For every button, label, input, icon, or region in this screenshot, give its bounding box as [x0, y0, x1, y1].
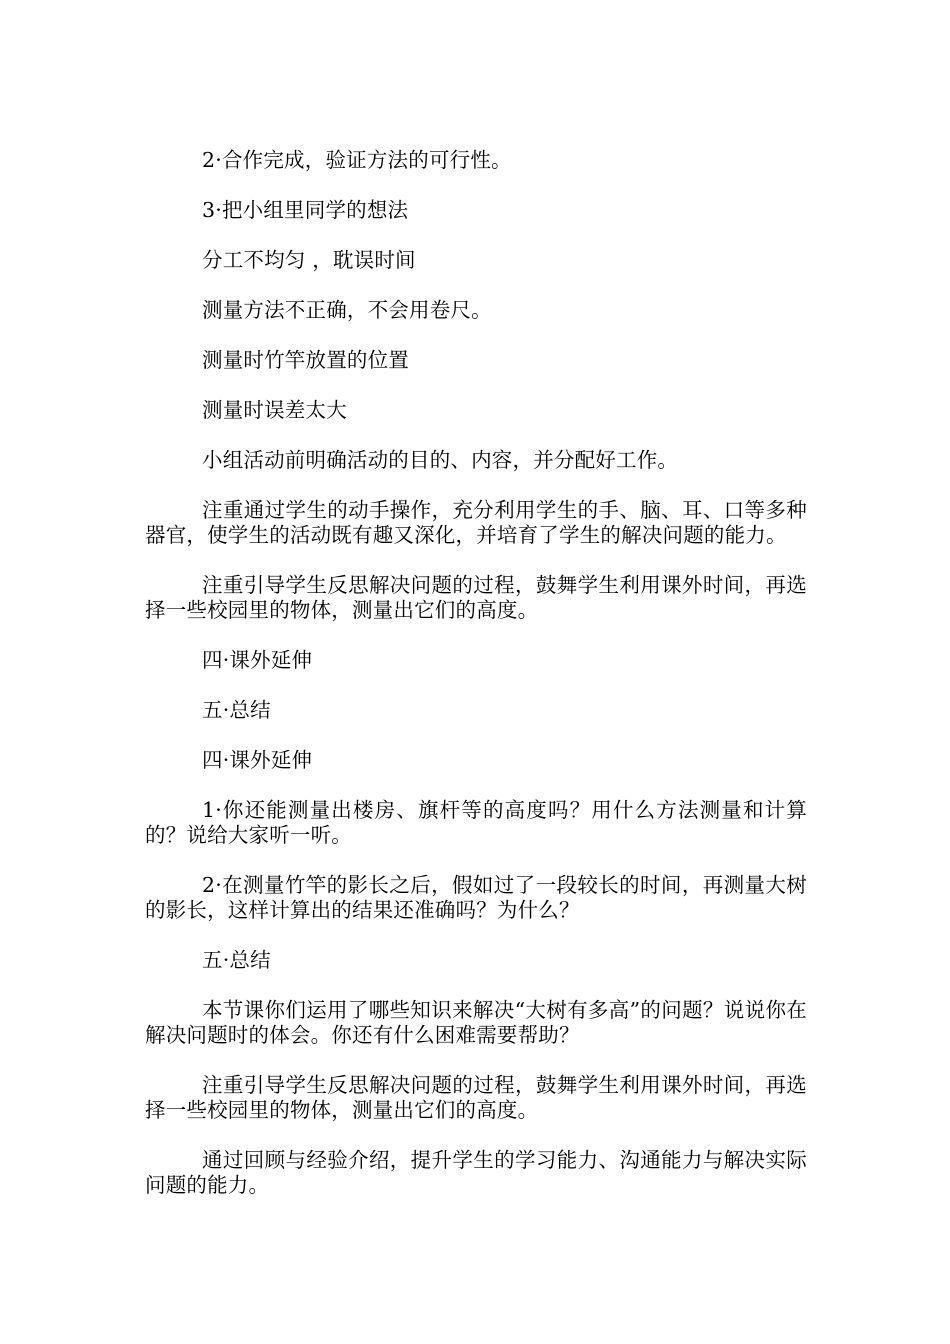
- section-heading-summary: 五·总结: [202, 698, 271, 722]
- section-heading-summary-2: 五·总结: [202, 948, 271, 972]
- document-page: [145, 138, 807, 1198]
- paragraph-14: 2·在测量竹竿的影长之后，假如过了一段较长的时间，再测量大树的影长，这样计算出的结果还准确吗？为什么？: [145, 873, 807, 922]
- section-heading-extension: 四·课外延伸: [202, 648, 313, 672]
- paragraph-5: 测量时竹竿放置的位置: [202, 348, 409, 372]
- paragraph-9: 注重引导学生反思解决问题的过程，鼓舞学生利用课外时间，再选择一些校园里的物体，测量出它们的高度。: [145, 573, 807, 622]
- paragraph-18: 通过回顾与经验介绍，提升学生的学习能力、沟通能力与解决实际问题的能力。: [145, 1148, 807, 1197]
- section-heading-extension-2: 四·课外延伸: [202, 748, 313, 772]
- paragraph-17: 注重引导学生反思解决问题的过程，鼓舞学生利用课外时间，再选择一些校园里的物体，测量出它们的高度。: [145, 1073, 807, 1122]
- paragraph-1: 2·合作完成，验证方法的可行性。: [202, 148, 512, 172]
- paragraph-13: 1·你还能测量出楼房、旗杆等的高度吗？用什么方法测量和计算的？说给大家听一听。: [145, 798, 807, 847]
- paragraph-2: 3·把小组里同学的想法: [202, 198, 409, 222]
- paragraph-6: 测量时误差太大: [202, 398, 347, 422]
- paragraph-7: 小组活动前明确活动的目的、内容，并分配好工作。: [202, 448, 679, 472]
- paragraph-8: 注重通过学生的动手操作，充分利用学生的手、脑、耳、口等多种器官，使学生的活动既有趣又深化，并培育了学生的解决问题的能力。: [145, 498, 807, 547]
- paragraph-4: 测量方法不正确，不会用卷尺。: [202, 298, 492, 322]
- paragraph-3: 分工不均匀 ，耽误时间: [202, 248, 416, 272]
- paragraph-16: 本节课你们运用了哪些知识来解决“大树有多高”的问题？说说你在解决问题时的体会。你还有什么困难需要帮助？: [145, 998, 807, 1047]
